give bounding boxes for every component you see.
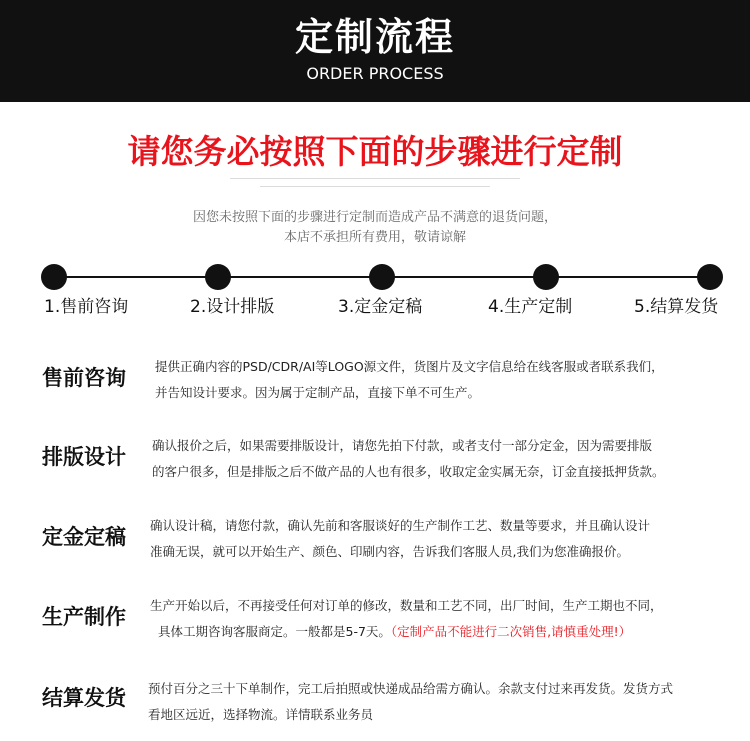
section-text-layout-2: 的客户很多，但是排版之后不做产品的人也有很多，收取定金实属无奈，订金直接抵押货款。: [152, 464, 665, 479]
production-warning: （定制产品不能进行二次销售,请慎重处理!）: [390, 624, 632, 639]
section-text-production-1: 生产开始以后，不再接受任何对订单的修改，数量和工艺不同，出厂时间，生产工期也不同，: [150, 598, 663, 613]
headline: 请您务必按照下面的步骤进行定制: [127, 132, 623, 171]
section-title-settlement: 结算发货: [42, 686, 126, 710]
step-label-3: 3.定金定稿: [338, 297, 423, 317]
banner-subtitle: ORDER PROCESS: [306, 64, 444, 83]
section-text-presale-1: 提供正确内容的PSD/CDR/AI等LOGO源文件，货图片及文字信息给在线客服或者联系我们，: [155, 359, 664, 374]
timeline-dot-5: [697, 264, 723, 290]
timeline-dot-3: [369, 264, 395, 290]
section-title-layout: 排版设计: [42, 445, 126, 469]
section-text-settlement-2: 看地区远近，选择物流。详情联系业务员: [148, 707, 374, 722]
section-title-deposit: 定金定稿: [42, 525, 126, 549]
header-banner: [0, 0, 750, 102]
timeline-dot-4: [533, 264, 559, 290]
notice: [0, 208, 750, 248]
decorative-divider: [230, 178, 520, 179]
section-title-production: 生产制作: [42, 605, 126, 629]
section-title-presale: 售前咨询: [42, 366, 126, 390]
step-label-4: 4.生产定制: [488, 297, 573, 317]
section-text-deposit-2: 准确无误，就可以开始生产、颜色、印刷内容，告诉我们客服人员,我们为您准确报价。: [150, 544, 629, 559]
step-label-5: 5.结算发货: [634, 297, 719, 317]
notice-line-1: 因您未按照下面的步骤进行定制而造成产品不满意的退货问题，: [192, 210, 557, 225]
section-text-deposit-1: 确认设计稿，请您付款，确认先前和客服谈好的生产制作工艺、数量等要求，并且确认设计: [150, 518, 651, 533]
banner-title: 定制流程: [294, 15, 455, 59]
production-period: 具体工期咨询客服商定。一般都是5-7天。: [158, 624, 391, 639]
notice-line-2: 本店不承担所有费用，敬请谅解: [283, 230, 466, 245]
section-text-settlement-1: 预付百分之三十下单制作，完工后拍照或快递成品给需方确认。余款支付过来再发货。发货方式: [148, 681, 674, 696]
step-label-1: 1.售前咨询: [44, 297, 129, 317]
section-text-layout-1: 确认报价之后，如果需要排版设计，请您先拍下付款，或者支付一部分定金，因为需要排版: [152, 438, 653, 453]
section-text-production-2: [158, 619, 631, 645]
section-text-presale-2: 并告知设计要求。因为属于定制产品，直接下单不可生产。: [155, 385, 481, 400]
decorative-divider: [260, 186, 490, 187]
step-label-2: 2.设计排版: [190, 297, 275, 317]
timeline-dot-1: [41, 264, 67, 290]
timeline-dot-2: [205, 264, 231, 290]
